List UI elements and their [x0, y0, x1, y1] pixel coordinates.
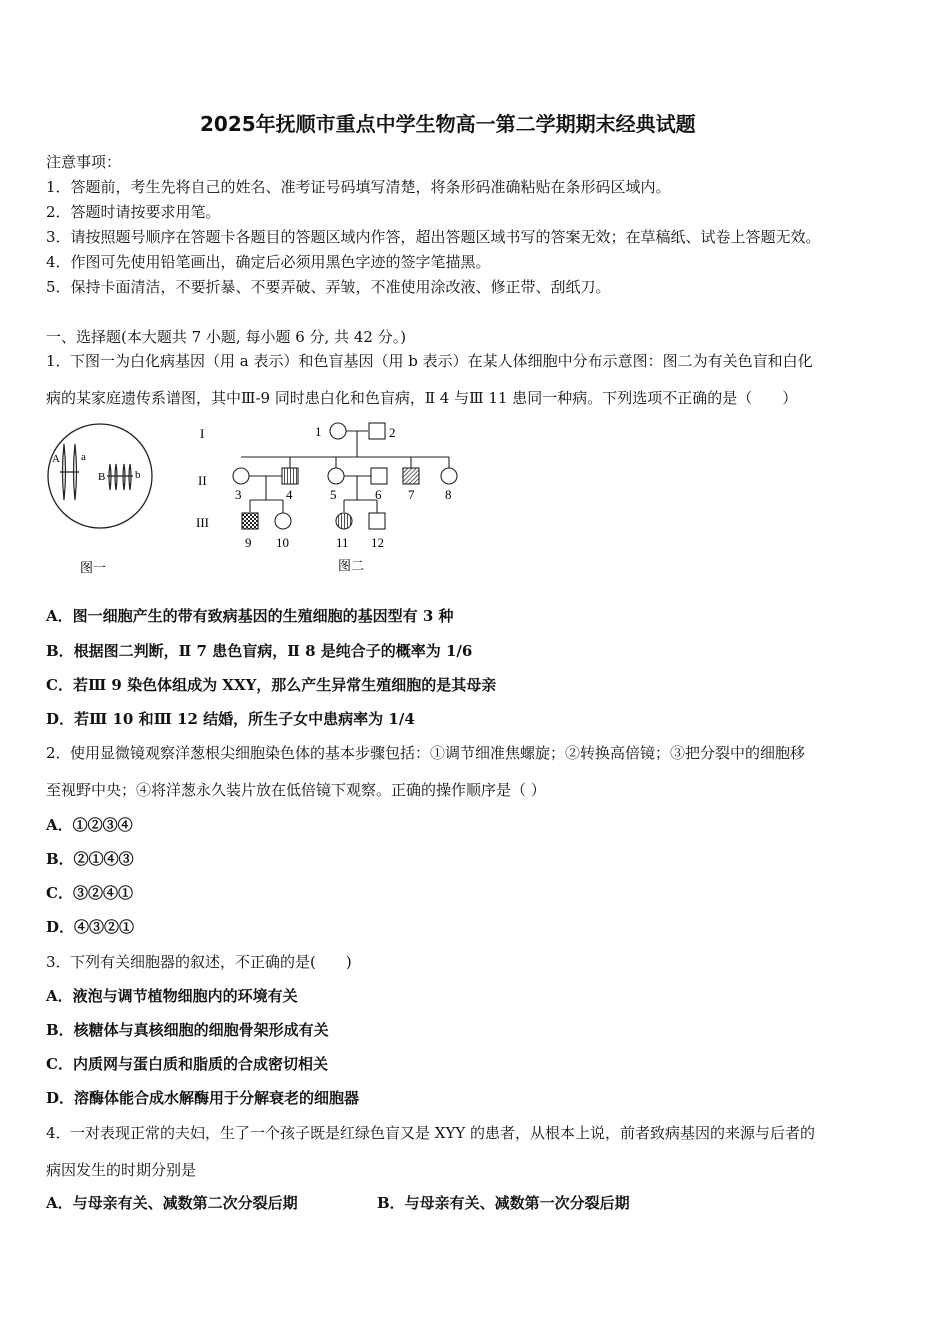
answer-option: B．根据图二判断，Ⅱ 7 患色盲病，Ⅱ 8 是纯合子的概率为 1/6: [46, 642, 473, 660]
generation-label: III: [196, 515, 209, 530]
question-text: 至视野中央；④将洋葱永久装片放在低倍镜下观察。正确的操作顺序是（ ）: [46, 781, 546, 799]
answer-option: C．内质网与蛋白质和脂质的合成密切相关: [46, 1055, 328, 1073]
notice-item: 1．答题前，考生先将自己的姓名、准考证号码填写清楚，将条形码准确粘贴在条形码区域内。: [46, 178, 671, 196]
question-number: 2．: [46, 744, 71, 762]
pedigree-male-affected: [403, 468, 419, 484]
pedigree-female-normal: [441, 468, 457, 484]
question-text: 一对表现正常的夫妇，生了一个孩子既是红绿色盲又是 XYY 的患者，从根本上说，前者致病基因的来源与后者的: [70, 1124, 816, 1142]
question-number: 4．: [46, 1124, 71, 1142]
gene-label: b: [135, 469, 141, 481]
answer-option: D．若Ⅲ 10 和Ⅲ 12 结婚，所生子女中患病率为 1/4: [46, 710, 415, 728]
pedigree-female-affected: [336, 513, 352, 529]
individual-number: 12: [371, 535, 384, 550]
pedigree-female-normal: [233, 468, 249, 484]
answer-option: B．②①④③: [46, 850, 134, 868]
individual-number: 2: [389, 425, 396, 440]
figure-1-cell-diagram: [40, 420, 170, 580]
individual-number: 5: [330, 487, 337, 502]
chromosome-pair-2: [107, 464, 133, 490]
question-text: 下图一为白化病基因（用 a 表示）和色盲基因（用 b 表示）在某人体细胞中分布示意图：图二为有关色盲和白化: [70, 352, 813, 370]
answer-option: C．若Ⅲ 9 染色体组成为 XXY，那么产生异常生殖细胞的是其母亲: [46, 676, 497, 694]
answer-option: A．图一细胞产生的带有致病基因的生殖细胞的基因型有 3 种: [46, 607, 454, 625]
individual-number: 7: [408, 487, 415, 502]
answer-option: A．液泡与调节植物细胞内的环境有关: [46, 987, 298, 1005]
generation-label: II: [198, 473, 207, 488]
pedigree-male-double-affected: [242, 513, 258, 529]
pedigree-male-normal: [369, 513, 385, 529]
answer-option: A．与母亲有关、减数第二次分裂后期: [46, 1194, 298, 1212]
question-number: 1．: [46, 352, 71, 370]
question-number: 3．: [46, 953, 71, 971]
question-text: 下列有关细胞器的叙述，不正确的是( ): [70, 953, 352, 971]
individual-number: 8: [445, 487, 452, 502]
individual-number: 4: [286, 487, 293, 502]
section-heading: 一、选择题(本大题共 7 小题, 每小题 6 分, 共 42 分。): [46, 328, 407, 346]
question-text: 病的某家庭遗传系谱图，其中Ⅲ-9 同时患白化和色盲病，Ⅱ 4 与Ⅲ 11 患同一种病。下列选项不正确的是（ ）: [46, 389, 798, 407]
answer-option: B．核糖体与真核细胞的细胞骨架形成有关: [46, 1021, 329, 1039]
notice-heading: 注意事项：: [46, 153, 122, 171]
answer-option: D．④③②①: [46, 918, 135, 936]
pedigree-male-normal: [369, 423, 385, 439]
generation-label: I: [200, 426, 205, 441]
individual-number: 6: [375, 487, 382, 502]
figure-caption: 图一: [80, 560, 107, 575]
question-text: 病因发生的时期分别是: [46, 1161, 197, 1179]
pedigree-female-normal: [330, 423, 346, 439]
individual-number: 9: [245, 535, 252, 550]
pedigree-male-normal: [371, 468, 387, 484]
page-title: 2025年抚顺市重点中学生物高一第二学期期末经典试题: [200, 112, 696, 136]
figure-caption: 图二: [338, 558, 365, 573]
individual-number: 3: [235, 487, 242, 502]
question-text: 使用显微镜观察洋葱根尖细胞染色体的基本步骤包括：①调节细准焦螺旋；②转换高倍镜；③把分裂中的细胞移: [70, 744, 806, 762]
pedigree-male-affected: [282, 468, 298, 484]
notice-item: 4．作图可先使用铅笔画出，确定后必须用黑色字迹的签字笔描黑。: [46, 253, 491, 271]
notice-item: 2．答题时请按要求用笔。: [46, 203, 221, 221]
gene-label: a: [81, 451, 86, 463]
answer-option: B．与母亲有关、减数第一次分裂后期: [377, 1194, 630, 1212]
answer-option: D．溶酶体能合成水解酶用于分解衰老的细胞器: [46, 1089, 360, 1107]
gene-label: A: [52, 453, 60, 465]
individual-number: 11: [336, 535, 349, 550]
chromosome-pair-1: [60, 444, 79, 500]
individual-number: 10: [276, 535, 289, 550]
notice-item: 5．保持卡面清洁，不要折暴、不要弄破、弄皱，不准使用涂改液、修正带、刮纸刀。: [46, 278, 611, 296]
pedigree-female-normal: [275, 513, 291, 529]
pedigree-female-normal: [328, 468, 344, 484]
answer-option: A．①②③④: [46, 816, 133, 834]
answer-option: C．③②④①: [46, 884, 133, 902]
notice-item: 3．请按照题号顺序在答题卡各题目的答题区域内作答，超出答题区域书写的答案无效；在草稿纸、试卷上答题无效。: [46, 228, 821, 246]
individual-number: 1: [315, 424, 322, 439]
figure-2-pedigree-chart: [190, 414, 480, 580]
gene-label: B: [98, 471, 106, 483]
